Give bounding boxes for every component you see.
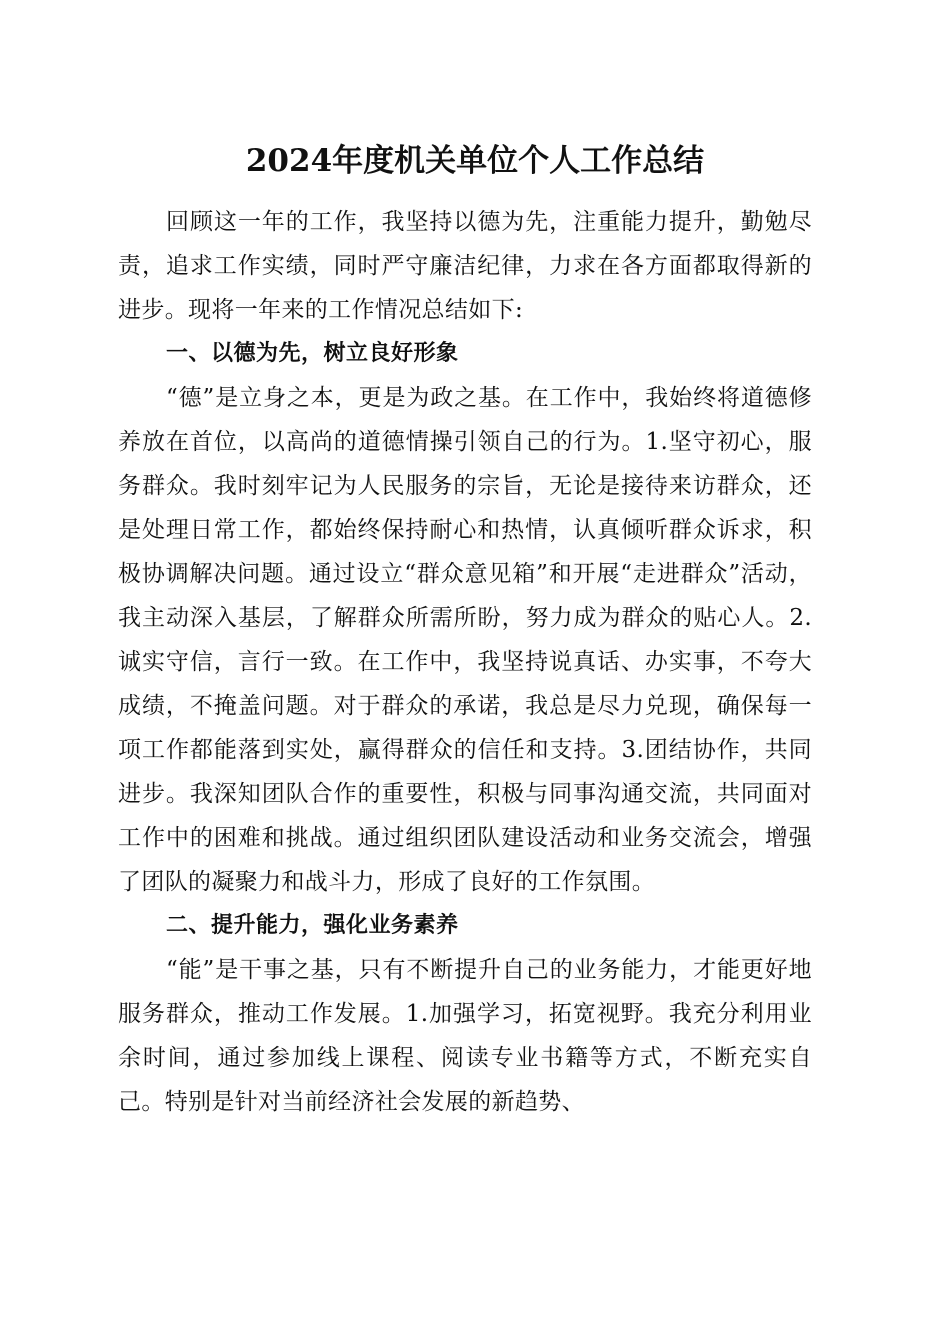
section-1-heading: 一、以德为先，树立良好形象	[166, 341, 459, 366]
document-title: 2024年度机关单位个人工作总结	[245, 143, 705, 179]
intro-paragraph: 回顾这一年的工作，我坚持以德为先，注重能力提升，勤勉尽责，追求工作实绩，同时严守廉洁纪律，力求在各方面都取得新的进步。现将一年来的工作情况总结如下:	[118, 209, 812, 323]
section-1-paragraph: “德”是立身之本，更是为政之基。在工作中，我始终将道德修养放在首位，以高尚的道德情操引领自己的行为。1.坚守初心，服务群众。我时刻牢记为人民服务的宗旨，无论是接待来访群众，还是处理日常工作，都始终保持耐心和热情，认真倾听群众诉求，积极协调解决问题。通过设立“群众意见箱”和开展“走进群众”活动，我主动深入基层，了解群众所需所盼，努力成为群众的贴心人。2.诚实守信，言行一致。在工作中，我坚持说真话、办实事，不夸大成绩，不掩盖问题。对于群众的承诺，我总是尽力兑现，确保每一项工作都能落到实处，赢得群众的信任和支持。3.团结协作，共同进步。我深知团队合作的重要性，积极与同事沟通交流，共同面对工作中的困难和挑战。通过组织团队建设活动和业务交流会，增强了团队的凝聚力和战斗力，形成了良好的工作氛围。	[118, 385, 812, 895]
document-body	[118, 200, 812, 1124]
section-2-heading: 二、提升能力，强化业务素养	[166, 913, 459, 938]
section-2-paragraph: “能”是干事之基，只有不断提升自己的业务能力，才能更好地服务群众，推动工作发展。1.加强学习，拓宽视野。我充分利用业余时间，通过参加线上课程、阅读专业书籍等方式，不断充实自己。特别是针对当前经济社会发展的新趋势、	[118, 957, 812, 1115]
